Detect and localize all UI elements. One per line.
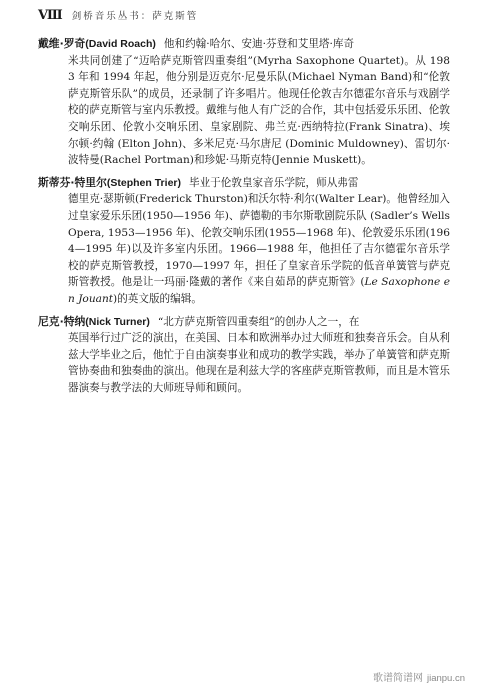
entry-first-line	[38, 175, 450, 192]
biography-entry-nick-turner	[38, 314, 450, 397]
entry-body-text: 德里克·瑟斯顿(Frederick Thurston)和沃尔特·利尔(Walter Lear)。他曾经加入过皇家爱乐乐团(1950—1956 年)、萨德勒的韦尔斯歌剧院乐队 (Sadler’s Wells Opera, 1953—1956 年)、伦敦交响乐团(1955—1968 年)、伦敦爱乐乐团(1964—1995 年)以及许多室内乐团。1966—1988 年，他担任了吉尔德霍尔音乐学校的萨克斯管教授，1970—1997 年，担任了皇家音乐学院的低音单簧管与萨克斯管教授。他是让一玛丽·隆戴的著作《来自茹昂的萨克斯管》(	[68, 193, 450, 289]
watermark	[373, 669, 465, 684]
person-name-cn: 戴维·罗奇	[38, 37, 86, 50]
person-name-en: (Nick Turner)	[85, 315, 150, 328]
page-number: Ⅷ	[38, 8, 64, 23]
entry-lead-text: 毕业于伦敦皇家音乐学院，师从弗雷	[189, 176, 359, 189]
running-header	[38, 8, 458, 28]
entry-body: 英国举行过广泛的演出，在美国、日本和欧洲举办过大师班和独奏音乐会。自从利兹大学毕业之后，他忙于自由演奏事业和成功的教学实践，举办了单簧管和萨克斯管协奏曲和独奏曲的演出。他现在是利兹大学的客座萨克斯管教师，而且是木管乐器演奏与教学法的大师班导师和顾问。	[68, 332, 450, 394]
book-title: Le Saxophone en Jouant	[68, 276, 451, 305]
entry-lead-text: 他和约翰·哈尔、安迪·芬登和艾里塔·库奇	[163, 38, 355, 50]
person-name-cn: 尼克·特纳	[38, 314, 86, 328]
entry-body	[38, 191, 450, 307]
biography-list	[38, 36, 450, 402]
watermark-url: jianpu.cn	[426, 673, 465, 684]
entry-body: 米共同创建了“迈哈萨克斯管四重奏组”(Myrha Saxophone Quartet)。从 1983 年和 1994 年起，他分别是迈克尔·尼曼乐队(Michael Nyman Band)和“伦敦萨克斯管乐队”的成员，还录制了许多唱片。他现任伦敦吉尔德霍尔音乐与戏剧学校的萨克斯管与室内乐教授。戴维与他人有广泛的合作，其中包括爱乐乐团、伦敦交响乐团、伦敦小交响乐团、皇家剧院、弗兰克·西纳特拉(Frank Sinatra)、埃尔顿·约翰 (Elton John)、多米尼克·马尔唐尼 (Dominic Muldowney)、雷切尔·波特曼(Rachel Portman)和珍妮·马斯克特(Jennie Muskett)。	[68, 54, 450, 167]
entry-lead-text: “北方萨克斯管四重奏组”的创办人之一，在	[157, 315, 360, 328]
biography-entry-david-roach	[38, 36, 450, 169]
entry-first-line	[38, 36, 450, 53]
person-name-en: (David Roach)	[85, 38, 156, 50]
person-name-en: (Stephen Trier)	[106, 176, 181, 189]
entry-body-end: )的英文版的编辑。	[113, 292, 202, 305]
person-name-cn: 斯蒂芬·特里尔	[38, 175, 107, 189]
entry-first-line	[38, 314, 450, 331]
biography-entry-stephen-trier	[38, 175, 450, 308]
watermark-site-name: 歌谱简谱网	[372, 673, 423, 684]
series-title: 剑桥音乐丛书：萨克斯管	[71, 11, 199, 22]
